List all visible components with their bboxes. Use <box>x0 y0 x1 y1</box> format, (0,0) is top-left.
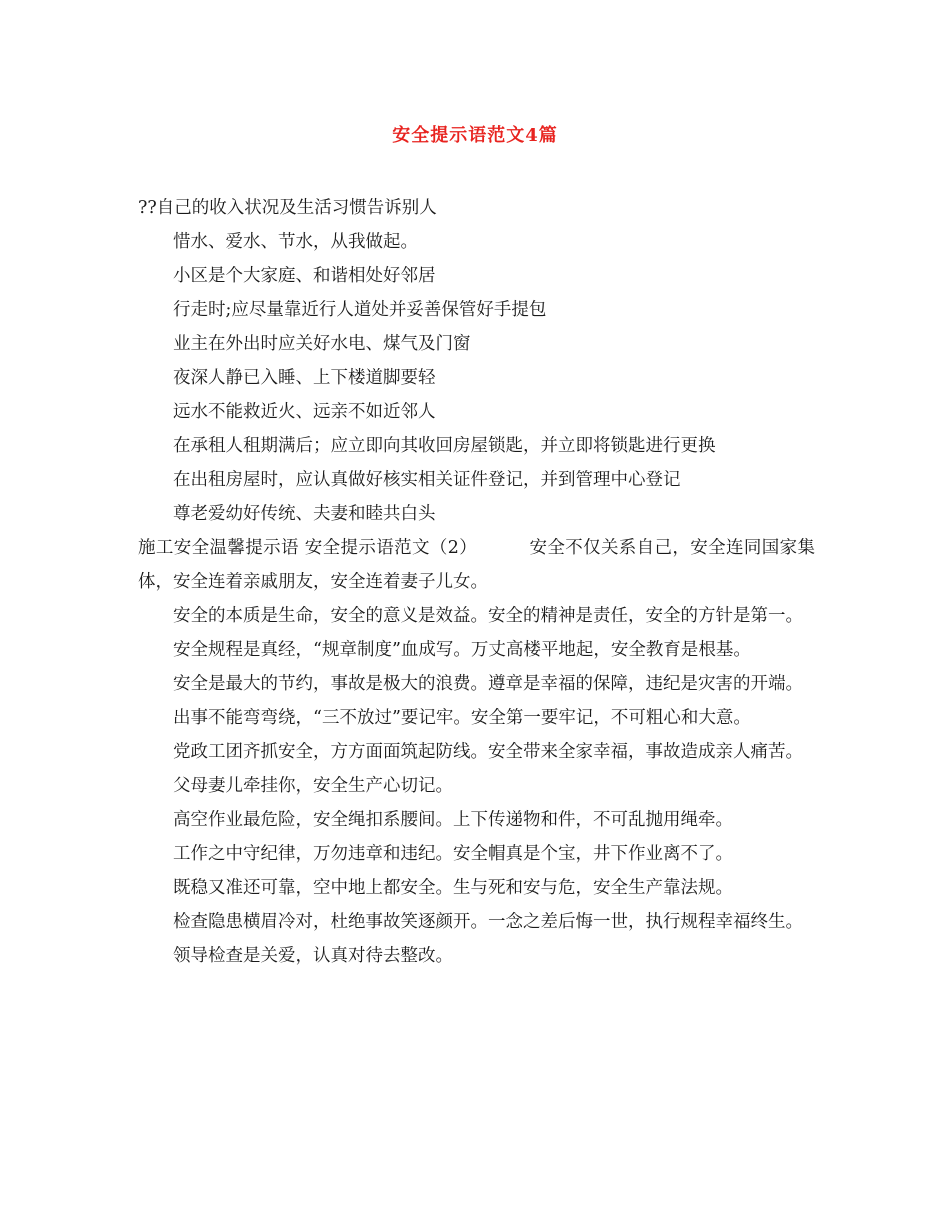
tip-line: 党政工团齐抓安全，方方面面筑起防线。安全带来全家幸福，事故造成亲人痛苦。 <box>173 742 803 762</box>
tip-line: 领导检查是关爱，认真对待去整改。 <box>173 946 453 966</box>
tip-line: 在出租房屋时，应认真做好核实相关证件登记，并到管理中心登记 <box>173 470 681 490</box>
tip-line: 行走时;应尽量靠近行人道处并妥善保管好手提包 <box>173 300 547 320</box>
section-paragraph <box>138 531 815 599</box>
tip-line: 夜深人静已入睡、上下楼道脚要轻 <box>173 368 436 388</box>
tip-line: 工作之中守纪律，万勿违章和违纪。安全帽真是个宝，井下作业离不了。 <box>173 844 733 864</box>
tip-line: 远水不能救近火、远亲不如近邻人 <box>173 402 436 422</box>
tip-line: 尊老爱幼好传统、夫妻和睦共白头 <box>173 504 436 524</box>
first-line: ??自己的收入状况及生活习惯告诉别人 <box>138 198 437 218</box>
document-body <box>138 191 815 973</box>
tip-line: 安全的本质是生命，安全的意义是效益。安全的精神是责任，安全的方针是第一。 <box>173 606 803 626</box>
tip-line: 小区是个大家庭、和谐相处好邻居 <box>173 266 436 286</box>
tip-line: 高空作业最危险，安全绳扣系腰间。上下传递物和件，不可乱抛用绳牵。 <box>173 810 733 830</box>
tip-line: 检查隐患横眉冷对，杜绝事故笑逐颜开。一念之差后悔一世，执行规程幸福终生。 <box>173 912 803 932</box>
tip-line: 在承租人租期满后；应立即向其收回房屋锁匙，并立即将锁匙进行更换 <box>173 436 716 456</box>
section-heading: 施工安全温馨提示语 安全提示语范文（2） <box>138 538 478 558</box>
tip-line: 既稳又准还可靠，空中地上都安全。生与死和安与危，安全生产靠法规。 <box>173 878 733 898</box>
tip-line: 业主在外出时应关好水电、煤气及门窗 <box>173 334 471 354</box>
tip-line: 出事不能弯弯绕，“三不放过”要记牢。安全第一要牢记，不可粗心和大意。 <box>173 708 751 728</box>
section-first-text: 安全不仅关系自己，安全连同国家集体，安全连着亲戚朋友，安全连着妻子儿女。 <box>138 538 816 592</box>
tip-line: 惜水、爱水、节水，从我做起。 <box>173 232 418 252</box>
tip-line: 安全规程是真经，“规章制度”血成写。万丈高楼平地起，安全教育是根基。 <box>173 640 751 660</box>
tip-line: 安全是最大的节约，事故是极大的浪费。遵章是幸福的保障，违纪是灾害的开端。 <box>173 674 803 694</box>
document-title: 安全提示语范文4篇 <box>392 125 558 146</box>
tip-line: 父母妻儿牵挂你，安全生产心切记。 <box>173 776 453 796</box>
